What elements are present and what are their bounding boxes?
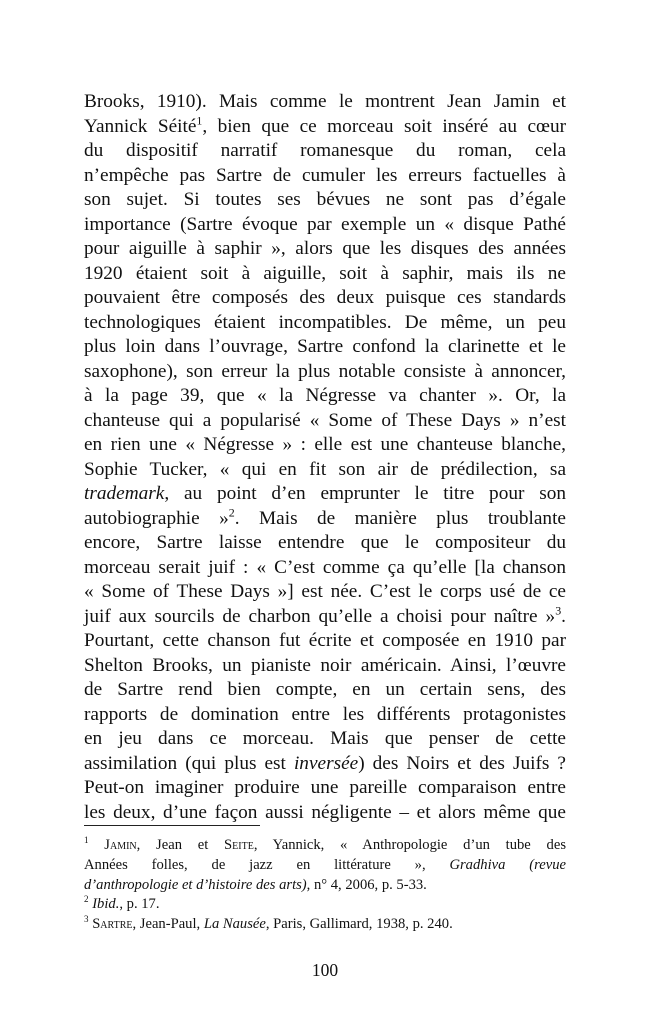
text-line: plus loin dans l’ouvrage, Sartre confond la clarinette et le <box>84 336 566 357</box>
text-line <box>84 507 566 532</box>
text-line <box>84 752 566 777</box>
text-line <box>84 605 566 630</box>
text-line: Sophie Tucker, « qui en fit son air de prédilection, sa <box>84 458 566 480</box>
author-name: Jamin <box>104 837 137 853</box>
footnote-number: 1 <box>84 835 89 846</box>
footnote-ref-1[interactable]: 1 <box>196 113 203 128</box>
text-segment: . Mais de manière plus troublante <box>234 507 566 529</box>
author-name: Sartre <box>92 916 133 933</box>
text-segment: , Jean-Paul, <box>132 916 204 933</box>
page-number: 100 <box>311 960 339 980</box>
text-line: pouvaient être composés des deux puisque ces standards <box>84 287 566 308</box>
footnote-ref-2[interactable]: 2 <box>228 505 235 520</box>
book-title: La Nausée <box>203 916 266 933</box>
text-line <box>84 115 566 140</box>
text-line: encore, Sartre laisse entendre que le compositeur du <box>84 532 566 553</box>
text-line: Shelton Brooks, un pianiste noir américain. Ainsi, l’œuvre <box>84 654 566 676</box>
text-line: rapports de domination entre les différents protagonistes <box>84 703 566 725</box>
text-line <box>84 482 566 507</box>
text-segment: , n° 4, 2006, p. 5-33. <box>306 876 427 893</box>
text-line: en rien une « Négresse » : elle est une chanteuse blanche, <box>84 434 566 455</box>
text-line: morceau serait juif : « C’est comme ça qu’elle [la chanson <box>84 556 566 578</box>
footnote-number: 2 <box>84 894 89 905</box>
text-line: son sujet. Si toutes ses bévues ne sont pas d’égale <box>84 189 566 210</box>
text-line: Pourtant, cette chanson fut écrite et composée en 1910 par <box>84 630 566 651</box>
footnote-1-line-3 <box>84 876 566 896</box>
text-line: Peut-on imaginer produire une pareille comparaison entre <box>84 777 566 798</box>
footnote-number: 3 <box>84 914 89 925</box>
footnote-separator <box>84 825 260 826</box>
text-line: chanteuse qui a popularisé « Some of These Days » n’est <box>84 409 566 431</box>
text-segment: ) des Noirs et des Juifs ? <box>358 752 566 774</box>
text-line: les deux, d’une façon aussi négligente – et alors même que <box>84 801 566 823</box>
text-line: importance (Sartre évoque par exemple un « disque Pathé <box>84 213 566 235</box>
body-paragraph <box>84 90 566 825</box>
footnote-1 <box>84 836 566 856</box>
journal-title: d’anthropologie et d’histoire des arts) <box>84 876 307 893</box>
author-name: Seite <box>224 837 254 853</box>
ibid: Ibid. <box>92 896 120 913</box>
text-segment: assimilation (qui plus est <box>84 752 294 774</box>
footnote-1-line-2 <box>84 856 566 876</box>
text-segment: juif aux sourcils de charbon qu’elle a choisi pour naître » <box>84 605 556 627</box>
text-line: à la page 39, que « la Négresse va chanter ». Or, la <box>84 385 566 406</box>
text-line: pour aiguille à saphir », alors que les disques des années <box>84 238 566 259</box>
text-line: technologiques étaient incompatibles. De même, un peu <box>84 311 566 333</box>
text-segment: , p. 17. <box>119 896 160 913</box>
text-line: Brooks, 1910). Mais comme le montrent Jean Jamin et <box>84 91 566 112</box>
journal-title: Gradhiva (revue <box>449 856 566 873</box>
text-line: du dispositif narratif romanesque du roman, cela <box>84 140 566 161</box>
italic-term: inversée <box>293 752 359 774</box>
text-segment: , bien que ce morceau soit inséré au cœur <box>202 115 567 137</box>
text-segment: Yannick Séité <box>84 115 197 137</box>
footnote-2 <box>84 895 566 915</box>
text-segment: , Jean et <box>136 837 225 853</box>
text-segment: , au point d’en emprunter le titre pour son <box>164 483 566 504</box>
text-line: saxophone), son erreur la plus notable consiste à annoncer, <box>84 360 566 382</box>
text-segment: , Paris, Gallimard, 1938, p. 240. <box>265 916 453 933</box>
text-line: en jeu dans ce morceau. Mais que penser de cette <box>84 728 566 749</box>
footnote-ref-3[interactable]: 3 <box>555 603 562 618</box>
text-line: 1920 étaient soit à aiguille, soit à saphir, mais ils ne <box>84 262 566 284</box>
text-segment: autobiographie » <box>84 507 229 529</box>
text-segment: Années folles, de jazz en littérature », <box>84 856 450 873</box>
text-line: n’empêche pas Sartre de cumuler les erreurs factuelles à <box>84 164 566 186</box>
text-segment: , Yannick, « Anthropologie d’un tube des <box>253 837 566 853</box>
footnotes <box>84 836 566 935</box>
text-segment: . <box>561 605 566 627</box>
text-line: de Sartre rend bien compte, en un certain sens, des <box>84 679 566 700</box>
footnote-3 <box>84 915 566 935</box>
italic-term: trademark <box>84 483 165 504</box>
text-line: « Some of These Days »] est née. C’est le corps usé de ce <box>84 581 566 602</box>
